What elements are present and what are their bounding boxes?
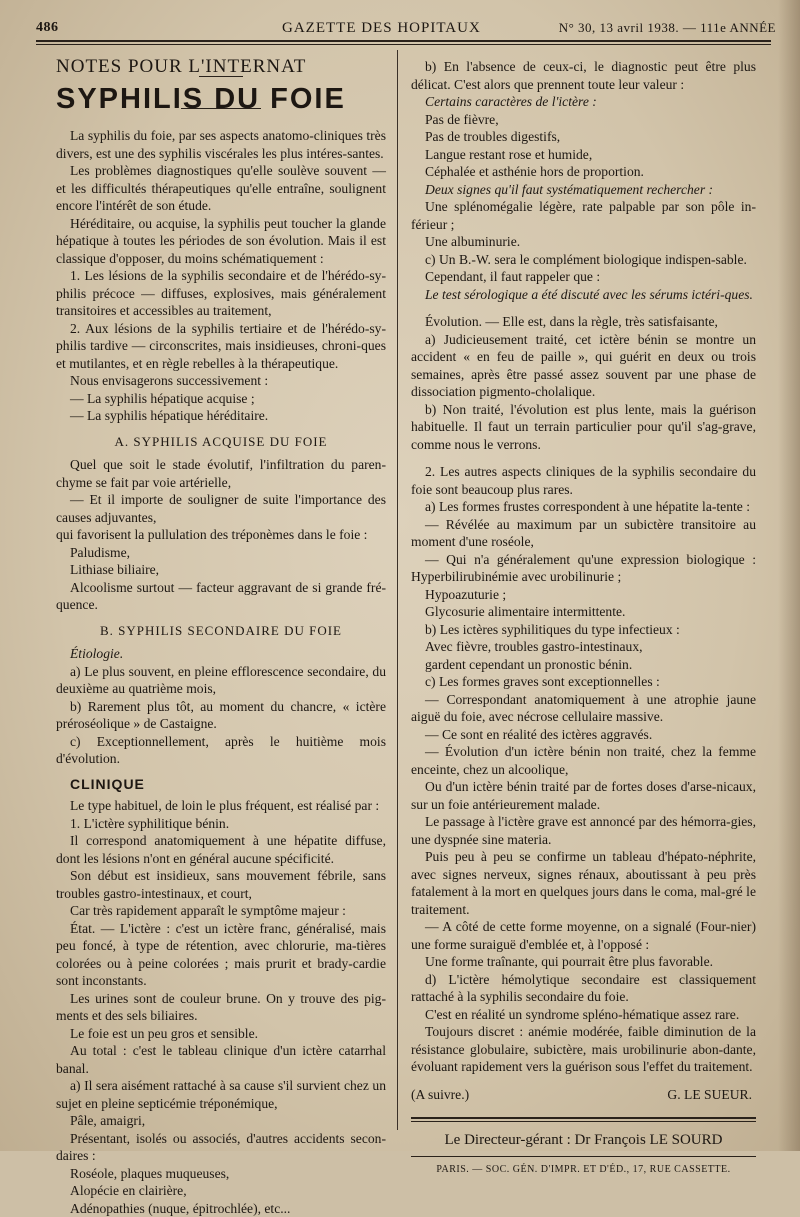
paragraph: — La syphilis hépatique héréditaire. [56,407,386,425]
footer-rule [411,1117,756,1119]
page-number: 486 [36,20,59,36]
right-column [411,58,756,1178]
header-rule [36,40,771,42]
paragraph: Alopécie en clairière, [56,1182,386,1200]
paragraph: Héréditaire, ou acquise, la syphilis peut toucher la glande hépatique à toutes les périodes de son évolution. Mais il est classique d'opposer, du moins schématiquement : [56,215,386,268]
paragraph: Hypoazuturie ; [411,586,756,604]
header-rule-thin [36,44,771,45]
paragraph: Il correspond anatomiquement à une hépatite diffuse, dont les lésions n'ont en général aucune spécificité. [56,832,386,867]
paragraph: Pâle, amaigri, [56,1112,386,1130]
paragraph: Adénopathies (nuque, épitrochlée), etc... [56,1200,386,1217]
paragraph: Céphalée et asthénie hors de proportion. [411,163,756,181]
paragraph: Pas de fièvre, [411,111,756,129]
paragraph: Le type habituel, de loin le plus fréquent, est réalisé par : [56,797,386,815]
paragraph: Une albuminurie. [411,233,756,251]
paragraph: c) Un B.-W. sera le complément biologique indispen-sable. [411,251,756,269]
paragraph: 2. Aux lésions de la syphilis tertiaire et de l'hérédo-sy-philis tardive — circonscrites, mais insidieuses, chroni-ques et mutilantes, et en règle rebelles à la thérapeutique. [56,320,386,373]
paragraph: — Évolution d'un ictère bénin non traité, chez la femme enceinte, chez un alcoolique, [411,743,756,778]
paragraph: Cependant, il faut rappeler que : [411,268,756,286]
paragraph: b) Les ictères syphilitiques du type infectieux : [411,621,756,639]
page-edge-shadow [778,0,800,1151]
paragraph: Avec fièvre, troubles gastro-intestinaux, [411,638,756,656]
director-line: Le Directeur-gérant : Dr François LE SOURD [411,1132,756,1150]
paragraph: C'est en réalité un syndrome spléno-hématique assez rare. [411,1006,756,1024]
paragraph: — Correspondant anatomiquement à une atrophie jaune aiguë du foie, avec nécrose cellulaire massive. [411,691,756,726]
paragraph: a) Judicieusement traité, cet ictère bénin se montre un accident « en feu de paille », qui guérit en deux ou trois semaines, après être passé assez souvent par une phase de dissociation pigmento-cholalique. [411,331,756,401]
paragraph: Deux signes qu'il faut systématiquement rechercher : [411,181,756,199]
paragraph: La syphilis du foie, par ses aspects anatomo-cliniques très divers, est une des syphilis viscérales les plus intéres-santes. [56,127,386,162]
paragraph: — Qui n'a généralement qu'une expression biologique : Hyperbilirubinémie avec urobilinurie ; [411,551,756,586]
article-title: SYPHILIS DU FOIE [56,91,386,109]
paragraph: Quel que soit le stade évolutif, l'infiltration du paren-chyme se fait par voie artérielle, [56,456,386,491]
paragraph: 2. Les autres aspects cliniques de la syphilis secondaire du foie sont beaucoup plus rares. [411,463,756,498]
paragraph: — Ce sont en réalité des ictères aggravés. [411,726,756,744]
paragraph: Évolution. — Elle est, dans la règle, très satisfaisante, [411,313,756,331]
section-title: NOTES POUR L'INTERNAT [56,58,386,76]
subsection-heading: B. SYPHILIS SECONDAIRE DU FOIE [56,622,386,640]
printer-imprint: PARIS. — SOC. GÉN. D'IMPR. ET D'ÉD., 17, RUE CASSETTE. [411,1161,756,1179]
imprint-rule [411,1156,756,1157]
paragraph: Le passage à l'ictère grave est annoncé par des hémorra-gies, une dyspnée sine materia. [411,813,756,848]
paragraph: Pas de troubles digestifs, [411,128,756,146]
paragraph: gardent cependant un pronostic bénin. [411,656,756,674]
author-signature: G. LE SUEUR. [667,1086,752,1104]
paragraph: Au total : c'est le tableau clinique d'un ictère catarrhal banal. [56,1042,386,1077]
signature-row [411,1086,756,1104]
paragraph: Son début est insidieux, sans mouvement fébrile, sans troubles gastro-intestinaux, et court, [56,867,386,902]
subsection-subtitle: Étiologie. [56,645,386,663]
journal-title: GAZETTE DES HOPITAUX [282,20,481,37]
paragraph: Roséole, plaques muqueuses, [56,1165,386,1183]
paragraph: b) En l'absence de ceux-ci, le diagnostic peut être plus délicat. C'est alors que prennent toute leur valeur : [411,58,756,93]
paragraph: Puis peu à peu se confirme un tableau d'hépato-néphrite, avec signes nerveux, signes rénaux, aboutissant à peu près fatalement à la mort en quelques jours dans le coma, mal-gré le traitement. [411,848,756,918]
paragraph: Langue restant rose et humide, [411,146,756,164]
paragraph: Ou d'un ictère bénin traité par de fortes doses d'arse-nicaux, sur un foie antérieurement malade. [411,778,756,813]
paragraph: Nous envisagerons successivement : [56,372,386,390]
paragraph: Une splénomégalie légère, rate palpable par son pôle in-férieur ; [411,198,756,233]
paragraph: — A côté de cette forme moyenne, on a signalé (Four-nier) une forme suraiguë d'emblée et, à l'opposé : [411,918,756,953]
page-header [36,14,776,40]
paragraph: b) Rarement plus tôt, au moment du chancre, « ictère préroséolique » de Castaigne. [56,698,386,733]
paragraph: 1. Les lésions de la syphilis secondaire et de l'hérédo-sy-philis précoce — diffuses, explosives, mais généralement transitoires et accessibles au traitement, [56,267,386,320]
subsection-heading: A. SYPHILIS ACQUISE DU FOIE [56,433,386,451]
paragraph: Car très rapidement apparaît le symptôme majeur : [56,902,386,920]
to-be-continued: (A suivre.) [411,1086,469,1104]
paragraph: Les urines sont de couleur brune. On y trouve des pig-ments et des sels biliaires. [56,990,386,1025]
paragraph: Le foie est un peu gros et sensible. [56,1025,386,1043]
issue-info: N° 30, 13 avril 1938. — 111e ANNÉE [559,20,776,36]
paragraph: Présentant, isolés ou associés, d'autres accidents secon-daires : [56,1130,386,1165]
left-column [56,58,386,1217]
paragraph: c) Les formes graves sont exceptionnelles : [411,673,756,691]
paragraph: — Et il importe de souligner de suite l'importance des causes adjuvantes, [56,491,386,526]
paragraph: État. — L'ictère : c'est un ictère franc, généralisé, mais peu foncé, à type de rétention, avec chlorurie, ma-tières colorées ou à peine colorées ; mais prurit et brady-cardie sont inconstants. [56,920,386,990]
paragraph: 1. L'ictère syphilitique bénin. [56,815,386,833]
column-divider [397,50,398,1130]
paragraph: d) L'ictère hémolytique secondaire est classiquement rattaché à la syphilis secondaire du foie. [411,971,756,1006]
paragraph: — La syphilis hépatique acquise ; [56,390,386,408]
paragraph: a) Le plus souvent, en pleine efflorescence secondaire, du deuxième au quatrième mois, [56,663,386,698]
footer-rule-thin [411,1121,756,1122]
paragraph: Le test sérologique a été discuté avec les sérums ictéri-ques. [411,286,756,304]
paragraph: Paludisme, [56,544,386,562]
paragraph: — Révélée au maximum par un subictère transitoire au moment d'une roséole, [411,516,756,551]
paragraph: a) Il sera aisément rattaché à sa cause s'il survient chez un sujet en pleine septicémie tréponémique, [56,1077,386,1112]
paragraph: Certains caractères de l'ictère : [411,93,756,111]
paragraph: Glycosurie alimentaire intermittente. [411,603,756,621]
paragraph: Les problèmes diagnostiques qu'elle soulève souvent — et les difficultés thérapeutiques qu'elle entraîne, soulignent encore l'intérêt de son étude. [56,162,386,215]
paragraph: Lithiase biliaire, [56,561,386,579]
paragraph: Alcoolisme surtout — facteur aggravant de si grande fré-quence. [56,579,386,614]
paragraph: a) Les formes frustes correspondent à une hépatite la-tente : [411,498,756,516]
paragraph: Toujours discret : anémie modérée, faible diminution de la résistance globulaire, subictère, mais urobilinurie abon-dante, évoluant rapidement vers la guérison sous l'effet du traitement. [411,1023,756,1076]
clinique-heading: CLINIQUE [56,776,386,794]
paragraph: Une forme traînante, qui pourrait être plus favorable. [411,953,756,971]
paragraph: b) Non traité, l'évolution est plus lente, mais la guérison habituelle. Il faut un terrain particulier pour qu'il s'ag-grave, comme nous le verrons. [411,401,756,454]
paragraph: qui favorisent la pullulation des tréponèmes dans le foie : [56,526,386,544]
paragraph: c) Exceptionnellement, après le huitième mois d'évolution. [56,733,386,768]
